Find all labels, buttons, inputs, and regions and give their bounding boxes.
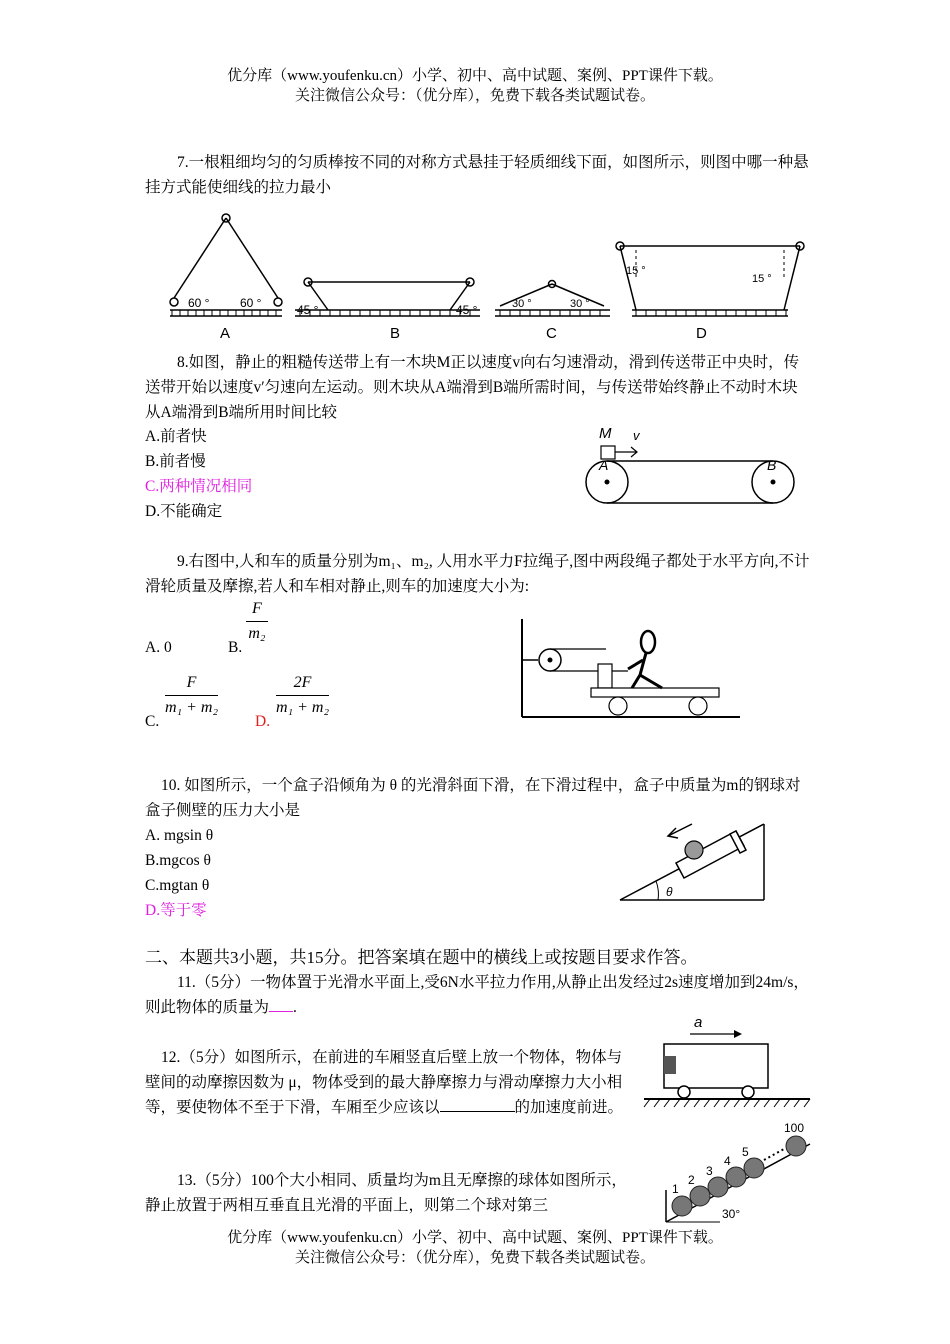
q13-ball-label-5: 5 [742, 1145, 749, 1159]
q7-fig-a [170, 214, 282, 316]
page-footer-line1: 优分库（www.youfenku.cn）小学、初中、高中试题、案例、PPT课件下载。 [227, 1230, 723, 1246]
q7-a-angle-left: 60 ° [188, 296, 210, 310]
q7-d-label: D [696, 325, 707, 342]
page-footer-line2: 关注微信公众号：（优分库），免费下载各类试题试卷。 [294, 1250, 655, 1266]
q10-option-b: B.mgcos θ [145, 852, 211, 869]
q7-c-angle-right: 30 ° [570, 298, 590, 310]
q7-figure [160, 210, 800, 345]
q7-d-angle-left: 15 ° [626, 265, 646, 277]
q9-person-cart-figure [518, 615, 748, 725]
q10-angle-label: θ [666, 885, 673, 899]
q9-option-c-numerator: F [165, 674, 218, 696]
q7-fig-d [616, 242, 804, 316]
q7-c-label: C [546, 325, 557, 342]
q7-d-angle-right: 15 ° [752, 273, 772, 285]
q8-label-v: v [633, 428, 640, 443]
q12-text: 12.（5分）如图所示，在前进的车厢竖直后壁上放一个物体，物体与壁间的动摩擦因数为 μ，物体受到的最大静摩擦力与滑动摩擦力大小相等，要使物体不至于下滑，车厢至少应该以 [145, 1049, 623, 1116]
q12-block [145, 1045, 635, 1120]
q10-option-d: D.等于零 [145, 902, 207, 919]
section2-title: 二、本题共3小题，共15分。把答案填在题中的横线上或按题目要求作答。 [145, 948, 698, 967]
q13-ball-label-100: 100 [784, 1121, 805, 1135]
q9-option-c-label: C. [145, 713, 160, 730]
q8-option-a: A.前者快 [145, 428, 207, 445]
q11-answer-blank[interactable] [269, 1011, 293, 1012]
q9-option-d-denominator: m₁ + m₂ [276, 699, 330, 716]
q7-fig-b [295, 278, 480, 316]
q7-b-label: B [390, 325, 401, 342]
q9-option-d-numerator: 2F [276, 674, 329, 696]
q9-option-c-fraction [165, 674, 218, 717]
q7-a-angle-right: 60 ° [240, 296, 262, 310]
q12-carriage-figure [644, 1010, 814, 1110]
q8-option-b: B.前者慢 [145, 453, 206, 470]
q13-text: 13.（5分）100个大小相同、质量均为m且无摩擦的球体如图所示，静止放置于两相互垂直且光滑的平面上，则第二个球对第三 [145, 1172, 627, 1214]
q7-a-label: A [220, 325, 231, 342]
q9-option-b-label: B. [228, 639, 243, 656]
q8-label-m: M [599, 425, 612, 442]
q9-option-b-fraction [246, 600, 268, 643]
page-header-line1: 优分库（www.youfenku.cn）小学、初中、高中试题、案例、PPT课件下载。 [227, 68, 723, 84]
q8-text: 8.如图，静止的粗糙传送带上有一木块M正以速度v向右匀速滑动，滑到传送带正中央时，传送带开始以速度v′匀速向左运动。则木块从A端滑到B端所需时间，与传送带始终静止不动时木块从A端滑到B端所用时间比较 [145, 354, 800, 421]
q13-ball-label-4: 4 [724, 1154, 731, 1168]
q8-option-c: C.两种情况相同 [145, 478, 253, 495]
page-header-line2: 关注微信公众号：（优分库），免费下载各类试题试卷。 [294, 88, 655, 104]
q8-conveyor-figure [585, 420, 800, 510]
q12-accel-label: a [694, 1014, 703, 1031]
q11-end: . [293, 999, 297, 1016]
q8-option-d: D.不能确定 [145, 503, 223, 520]
q10-text: 10. 如图所示，一个盒子沿倾角为 θ 的光滑斜面下滑，在下滑过程中，盒子中质量为m的钢球对盒子侧壁的压力大小是 [145, 777, 801, 819]
q10-option-c: C.mgtan θ [145, 877, 210, 894]
q13-angle-label: 30° [722, 1207, 741, 1221]
q13-ball-label-3: 3 [706, 1164, 713, 1178]
q9-option-b-denominator: m₂ [248, 625, 266, 642]
q8-label-a: A [599, 457, 609, 473]
q9-option-d-label: D. [255, 713, 271, 730]
q9-text: 9.右图中,人和车的质量分别为m₁、m₂, 人用水平力F拉绳子,图中两段绳子都处于水平方向,不计滑轮质量及摩擦,若人和车相对静止,则车的加速度大小为: [145, 553, 810, 595]
q7-c-angle-left: 30 ° [512, 298, 532, 310]
q9-option-b-numerator: F [246, 600, 268, 622]
q13-ball-label-2: 2 [688, 1173, 695, 1187]
q10-incline-figure [618, 812, 778, 907]
q7-text: 7.一根粗细均匀的匀质棒按不同的对称方式悬挂于轻质细线下面，如图所示，则图中哪一种悬挂方式能使细线的拉力最小 [145, 154, 809, 196]
q13-balls-figure [660, 1118, 820, 1228]
q11-text: 11.（5分）一物体置于光滑水平面上,受6N水平拉力作用,从静止出发经过2s速度增加到24m/s，则此物体的质量为 [145, 974, 809, 1016]
q13-ball-label-1: 1 [672, 1182, 679, 1196]
q8-label-b: B [767, 457, 777, 473]
q12-end: 的加速度前进。 [514, 1099, 624, 1116]
q10-option-a: A. mgsin θ [145, 827, 214, 844]
q7-b-angle-left: 45 ° [297, 303, 319, 317]
q9-option-c-denominator: m₁ + m₂ [165, 699, 219, 716]
q9-option-a: A. 0 [145, 639, 172, 656]
q12-answer-blank[interactable] [440, 1111, 515, 1112]
q9-option-d-fraction [276, 674, 329, 717]
q7-b-angle-right: 45 ° [456, 303, 478, 317]
